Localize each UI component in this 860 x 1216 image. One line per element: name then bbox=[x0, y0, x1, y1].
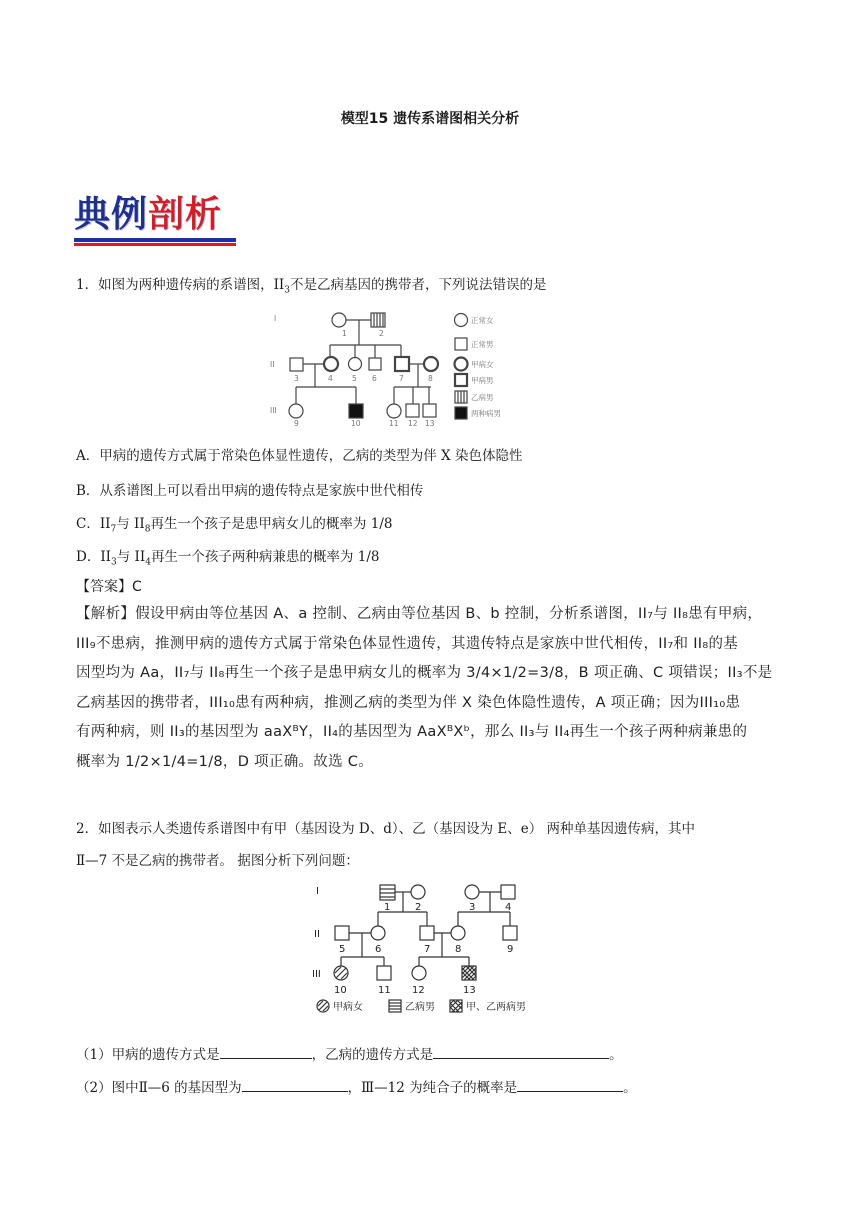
ped1-legend-3: 甲病女 bbox=[471, 360, 494, 369]
ped1-legend-4: 甲病男 bbox=[471, 376, 494, 385]
banner-part1: 典例 bbox=[74, 193, 149, 235]
analysis-line: III₉不患病，推测甲病的遗传方式属于常染色体显性遗传，其遗传特点是家族中世代相传，II₇和 II₈的基 bbox=[76, 635, 739, 652]
q2-sub1 bbox=[76, 1045, 623, 1065]
ped2-II9 bbox=[503, 926, 517, 940]
ped2-II5 bbox=[335, 926, 349, 940]
ped1-num-1: 1 bbox=[342, 329, 347, 338]
ped1-II5 bbox=[349, 358, 362, 371]
q1-stem-sub: 3 bbox=[284, 285, 290, 296]
ped1-num-13: 13 bbox=[425, 419, 435, 427]
ped2-legend-2: 乙病男 bbox=[405, 1002, 435, 1013]
analysis-line: 【解析】假设甲病由等位基因 A、a 控制、乙病由等位基因 B、b 控制，分析系谱图，II₇与 II₈患有甲病， bbox=[76, 606, 763, 622]
ped1-gen-II: II bbox=[270, 360, 275, 369]
section-banner bbox=[74, 192, 236, 246]
ped2-num-3: 3 bbox=[469, 902, 476, 913]
q1-analysis bbox=[76, 600, 788, 777]
q2-sub1-blank1[interactable] bbox=[220, 1046, 312, 1059]
q2-sub2-c: 。 bbox=[623, 1080, 637, 1096]
ped1-III13 bbox=[423, 404, 436, 417]
ped1-II7 bbox=[395, 357, 409, 371]
analysis-line: 因型均为 Aa，II₇与 II₈再生一个孩子是患甲病女儿的概率为 3/4×1/2=3/8，B 项正确、C 项错误；II₃不是 bbox=[76, 665, 773, 681]
ped2-legend-3: 甲、乙两病男 bbox=[466, 1002, 526, 1013]
ped2-num-7: 7 bbox=[424, 944, 431, 955]
ped1-num-12: 12 bbox=[408, 419, 418, 427]
ped1-I1 bbox=[332, 313, 346, 327]
q1-option-b: B．从系谱图上可以看出甲病的遗传特点是家族中世代相传 bbox=[76, 483, 424, 499]
banner-text bbox=[74, 192, 236, 236]
ped1-num-6: 6 bbox=[372, 374, 377, 383]
q1-d-sub2: 4 bbox=[145, 557, 151, 568]
q2-sub1-c: 。 bbox=[609, 1047, 623, 1063]
ped2-num-1: 1 bbox=[384, 902, 391, 913]
q2-sub1-blank2[interactable] bbox=[433, 1046, 609, 1059]
ped1-II3 bbox=[290, 358, 303, 371]
ped1-num-11: 11 bbox=[389, 419, 399, 427]
ped1-II8 bbox=[424, 357, 438, 371]
ped2-III11 bbox=[377, 966, 391, 980]
page-title: 模型15 遗传系谱图相关分析 bbox=[340, 111, 520, 127]
q1-c-c: 再生一个孩子是患甲病女儿的概率为 1/8 bbox=[150, 516, 393, 532]
ped1-num-9: 9 bbox=[294, 419, 299, 427]
banner-underline-blue bbox=[74, 238, 236, 242]
q2-pedigree-figure bbox=[310, 882, 560, 1020]
q1-d-a: D．II bbox=[76, 549, 111, 565]
ped1-III10 bbox=[349, 404, 363, 418]
ped1-II4 bbox=[324, 357, 338, 371]
q2-stem-line2: Ⅱ—7 不是乙病的携带者。 据图分析下列问题： bbox=[76, 853, 359, 869]
ped2-I3 bbox=[465, 885, 479, 899]
ped2-gen-II: II bbox=[314, 929, 320, 940]
q1-d-b: 与 II bbox=[116, 549, 146, 565]
q2-sub2-b: ，Ⅲ—12 为纯合子的概率是 bbox=[347, 1080, 518, 1096]
ped1-num-3: 3 bbox=[294, 374, 299, 383]
q2-sub2-blank1[interactable] bbox=[242, 1079, 348, 1092]
q2-sub2-blank2[interactable] bbox=[517, 1079, 623, 1092]
ped1-num-5: 5 bbox=[352, 374, 357, 383]
ped1-III9 bbox=[289, 404, 303, 418]
ped1-num-4: 4 bbox=[328, 374, 333, 383]
ped2-II7 bbox=[420, 926, 434, 940]
analysis-line: 乙病基因的携带者，III₁₀患有两种病，推测乙病的类型为伴 X 染色体隐性遗传，A 项正确；因为III₁₀患 bbox=[76, 694, 741, 711]
ped2-num-10: 10 bbox=[334, 985, 347, 996]
ped2-num-6: 6 bbox=[375, 944, 382, 955]
ped2-num-9: 9 bbox=[507, 944, 514, 955]
ped2-I2 bbox=[411, 885, 425, 899]
ped2-num-11: 11 bbox=[378, 985, 391, 996]
ped1-legend-2: 正常男 bbox=[471, 340, 494, 349]
q1-option-d bbox=[76, 545, 379, 568]
ped1-legend-6: 两种病男 bbox=[471, 409, 501, 418]
q1-option-c bbox=[76, 512, 392, 535]
q1-c-sub1: 7 bbox=[110, 524, 117, 535]
ped2-gen-III: III bbox=[312, 969, 321, 980]
ped1-legend-5: 乙病男 bbox=[471, 393, 494, 402]
ped2-gen-I: I bbox=[316, 886, 319, 897]
ped1-num-8: 8 bbox=[428, 374, 433, 383]
ped2-III12 bbox=[412, 966, 426, 980]
ped2-num-8: 8 bbox=[455, 944, 462, 955]
q1-stem-a: 1．如图为两种遗传病的系谱图，II bbox=[76, 277, 285, 293]
q1-c-sub2: 8 bbox=[144, 524, 151, 535]
ped2-num-2: 2 bbox=[415, 902, 422, 913]
ped2-I4 bbox=[501, 885, 515, 899]
q1-c-a: C．II bbox=[76, 516, 111, 532]
q1-answer: 【答案】C bbox=[76, 579, 142, 595]
ped2-num-4: 4 bbox=[505, 902, 512, 913]
ped1-legend-1: 正常女 bbox=[471, 316, 494, 325]
analysis-line: 概率为 1/2×1/4=1/8，D 项正确。故选 C。 bbox=[76, 753, 374, 770]
ped1-num-2: 2 bbox=[379, 329, 384, 338]
q2-sub1-b: ，乙病的遗传方式是 bbox=[311, 1047, 434, 1063]
ped1-num-10: 10 bbox=[351, 419, 361, 427]
ped2-II6 bbox=[371, 926, 385, 940]
q1-option-a: A．甲病的遗传方式属于常染色体显性遗传，乙病的类型为伴 X 染色体隐性 bbox=[76, 448, 523, 464]
q1-pedigree-figure bbox=[268, 305, 558, 427]
ped2-num-13: 13 bbox=[463, 985, 476, 996]
q1-stem bbox=[76, 275, 547, 301]
ped1-num-7: 7 bbox=[399, 374, 404, 383]
q1-d-sub1: 3 bbox=[111, 557, 117, 568]
analysis-line: 有两种病，则 II₃的基因型为 aaXᴮY，II₄的基因型为 AaXᴮXᵇ，那么 II₃与 II₄再生一个孩子两种病兼患的 bbox=[76, 724, 748, 740]
ped2-num-12: 12 bbox=[412, 985, 425, 996]
ped2-legend-1: 甲病女 bbox=[333, 1002, 363, 1013]
q1-c-b: 与 II bbox=[116, 516, 145, 532]
q1-stem-b: 不是乙病基因的携带者，下列说法错误的是 bbox=[290, 277, 547, 293]
q2-stem-line1: 2．如图表示人类遗传系谱图中有甲（基因设为 D、d）、乙（基因设为 E、e） 两种单基因遗传病，其中 bbox=[76, 821, 696, 837]
ped1-III12 bbox=[406, 404, 419, 417]
banner-part2: 剖析 bbox=[148, 193, 223, 235]
ped1-gen-III: III bbox=[270, 406, 277, 415]
q2-sub2 bbox=[76, 1078, 637, 1098]
q2-sub2-a: （2）图中Ⅱ—6 的基因型为 bbox=[76, 1080, 242, 1096]
q2-sub1-a: （1）甲病的遗传方式是 bbox=[76, 1047, 220, 1063]
q1-d-c: 再生一个孩子两种病兼患的概率为 1/8 bbox=[150, 549, 380, 565]
banner-underline-red bbox=[74, 243, 236, 246]
ped1-II6 bbox=[369, 358, 381, 370]
ped1-III11 bbox=[387, 404, 401, 418]
ped2-num-5: 5 bbox=[339, 944, 346, 955]
ped2-II8 bbox=[451, 926, 465, 940]
ped1-gen-I: I bbox=[274, 314, 277, 323]
